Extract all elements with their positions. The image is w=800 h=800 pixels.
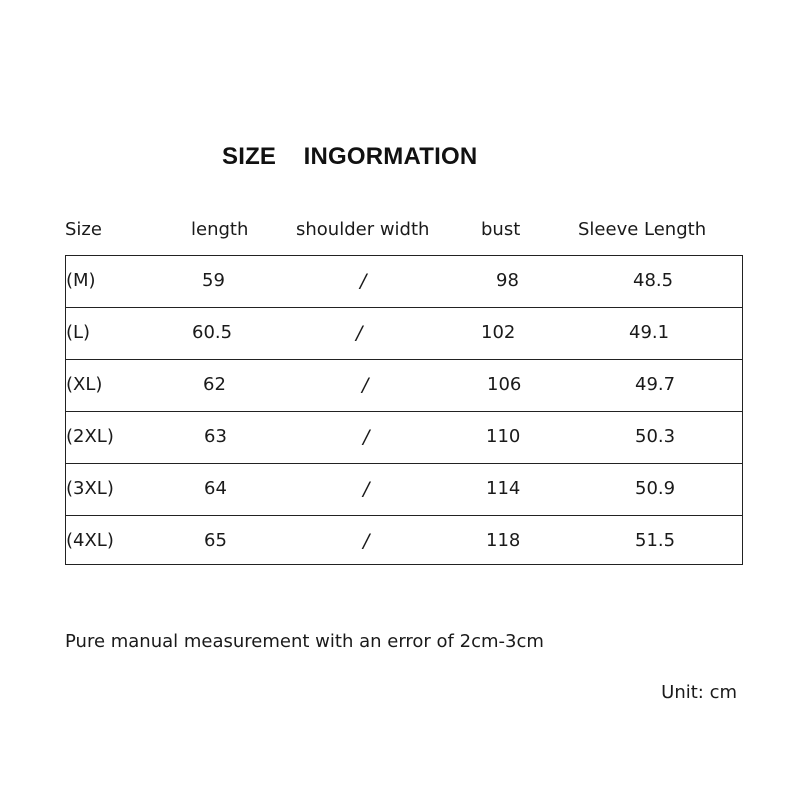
size-cell: (L) xyxy=(66,322,91,343)
shoulder-width-cell: / xyxy=(362,374,369,396)
table-row xyxy=(66,256,742,308)
table-row xyxy=(66,516,742,568)
sleeve-length-cell: 49.7 xyxy=(635,374,676,395)
table-row xyxy=(66,412,742,464)
size-cell: (4XL) xyxy=(66,530,114,551)
bust-cell: 110 xyxy=(486,426,521,447)
column-header-shoulder-width: shoulder width xyxy=(296,219,430,240)
shoulder-width-cell: / xyxy=(356,322,363,344)
length-cell: 64 xyxy=(204,478,227,499)
bust-cell: 102 xyxy=(481,322,516,343)
shoulder-width-cell: / xyxy=(363,530,370,552)
shoulder-width-cell: / xyxy=(363,426,370,448)
bust-cell: 118 xyxy=(486,530,521,551)
bust-cell: 114 xyxy=(486,478,521,499)
size-cell: (2XL) xyxy=(66,426,114,447)
size-cell: (XL) xyxy=(66,374,103,395)
sleeve-length-cell: 48.5 xyxy=(633,270,674,291)
column-header-length: length xyxy=(191,219,249,240)
measurement-note: Pure manual measurement with an error of 2cm-3cm xyxy=(65,631,544,652)
sleeve-length-cell: 50.9 xyxy=(635,478,676,499)
table-row xyxy=(66,464,742,516)
sleeve-length-cell: 50.3 xyxy=(635,426,676,447)
table-row xyxy=(66,308,742,360)
sleeve-length-cell: 49.1 xyxy=(629,322,670,343)
bust-cell: 98 xyxy=(496,270,519,291)
table-row xyxy=(66,360,742,412)
size-information-title: SIZE INGORMATION xyxy=(222,143,478,170)
column-header-size: Size xyxy=(65,219,102,240)
unit-label: Unit: cm xyxy=(661,682,737,703)
column-header-sleeve-length: Sleeve Length xyxy=(578,219,707,240)
column-header-bust: bust xyxy=(481,219,521,240)
length-cell: 65 xyxy=(204,530,227,551)
length-cell: 60.5 xyxy=(192,322,233,343)
size-table xyxy=(65,255,743,565)
length-cell: 63 xyxy=(204,426,227,447)
bust-cell: 106 xyxy=(487,374,522,395)
length-cell: 62 xyxy=(203,374,226,395)
sleeve-length-cell: 51.5 xyxy=(635,530,676,551)
size-cell: (3XL) xyxy=(66,478,114,499)
shoulder-width-cell: / xyxy=(363,478,370,500)
length-cell: 59 xyxy=(202,270,225,291)
shoulder-width-cell: / xyxy=(360,270,367,292)
size-cell: (M) xyxy=(66,270,96,291)
